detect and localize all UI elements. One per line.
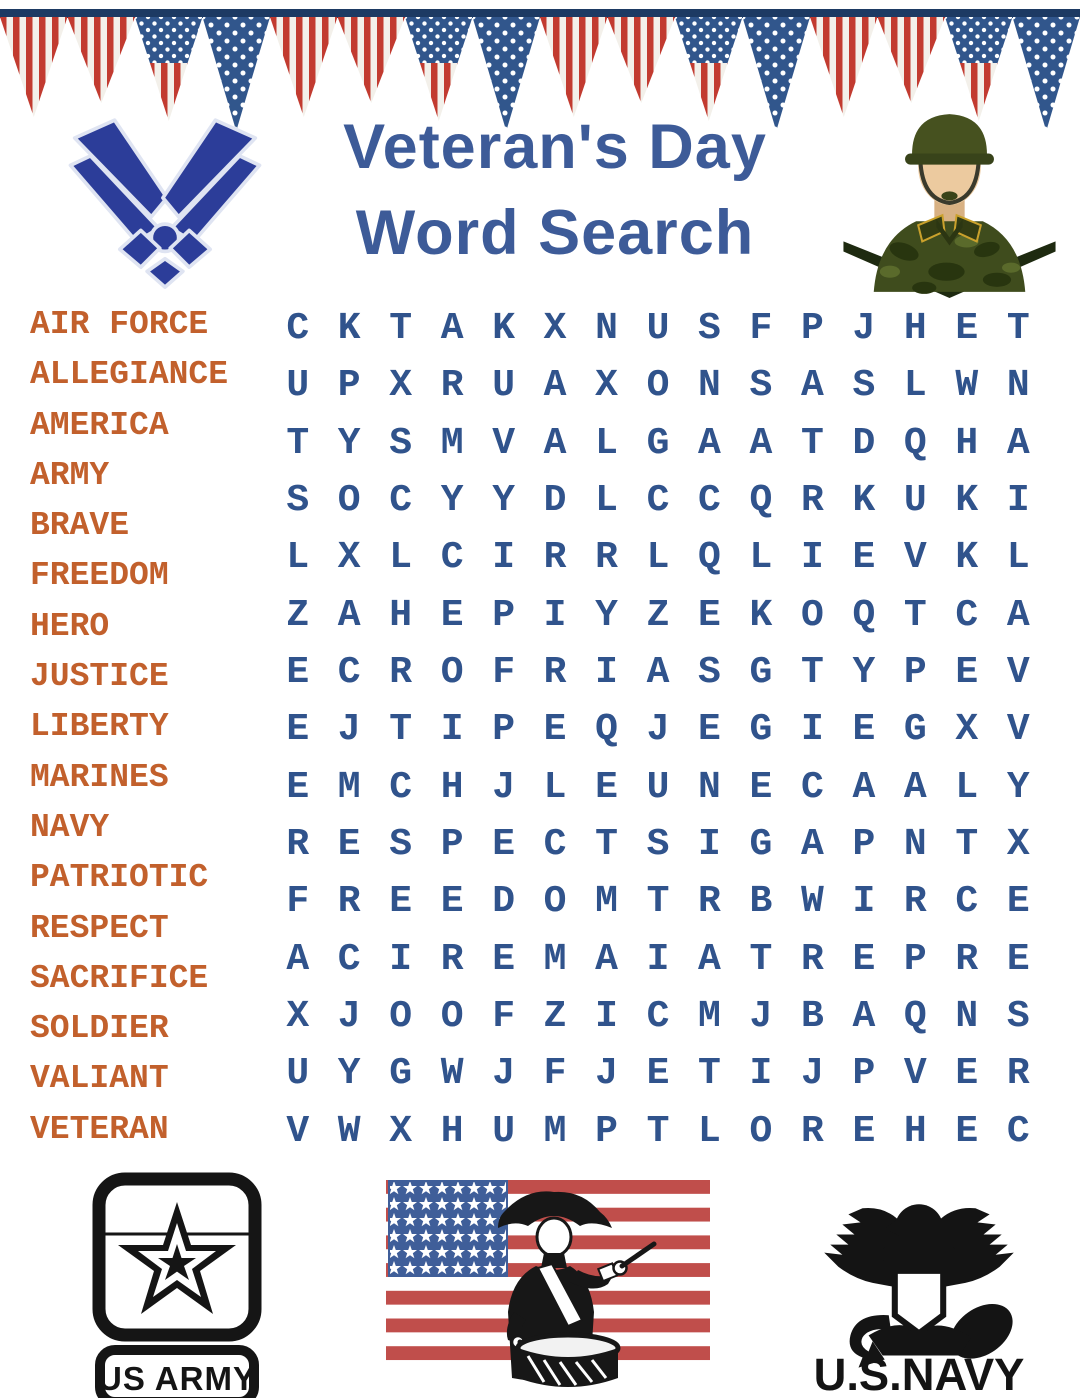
word-list: [30, 300, 280, 1155]
grid-cell: A: [749, 421, 773, 465]
grid-cell: J: [337, 708, 361, 752]
grid-cell: I: [595, 651, 618, 695]
grid-cell: C: [646, 995, 670, 1039]
grid-cell: F: [492, 651, 515, 695]
grid-cell: E: [852, 1109, 876, 1153]
pennant-stripe-flag: [270, 17, 338, 117]
grid-cell: A: [852, 765, 876, 809]
grid-cell: L: [903, 364, 927, 408]
grid-cell: J: [749, 995, 773, 1039]
grid-cell: O: [389, 995, 413, 1039]
grid-cell: H: [440, 1109, 464, 1153]
grid-cell: Y: [1006, 765, 1030, 809]
grid-cell: A: [1006, 421, 1030, 465]
grid-cell: S: [389, 421, 413, 465]
grid-cell: X: [955, 708, 979, 752]
title-line-2: Word Search: [355, 198, 755, 268]
grid-cell: K: [955, 536, 979, 580]
grid-cell: C: [698, 479, 721, 523]
grid-cell: N: [698, 364, 721, 408]
grid-cell: T: [749, 937, 773, 981]
grid-cell: F: [492, 995, 515, 1039]
pennant-stripe-flag: [878, 17, 946, 103]
grid-cell: Z: [543, 995, 567, 1039]
grid-cell: I: [543, 593, 567, 637]
grid-cell: E: [543, 708, 567, 752]
grid-cell: N: [955, 995, 979, 1039]
grid-cell: I: [698, 823, 721, 867]
grid-cell: Q: [749, 479, 773, 523]
soldier-icon: [842, 100, 1057, 302]
word-list-item: SOLDIER: [30, 1010, 169, 1048]
grid-cell: S: [852, 364, 876, 408]
pennant-stripe-flag: [0, 17, 68, 117]
grid-cell: R: [543, 536, 567, 580]
word-list-item: HERO: [30, 607, 110, 645]
grid-cell: P: [903, 651, 927, 695]
grid-cell: E: [286, 765, 310, 809]
grid-cell: A: [852, 995, 876, 1039]
grid-cell: A: [543, 364, 567, 408]
grid-cell: E: [492, 823, 515, 867]
grid-cell: I: [389, 937, 413, 981]
grid-cell: Z: [646, 593, 670, 637]
grid-cell: T: [955, 823, 979, 867]
letter-grid: [272, 300, 1044, 1160]
grid-cell: A: [698, 937, 721, 981]
grid-cell: F: [286, 880, 310, 924]
grid-cell: O: [440, 995, 464, 1039]
grid-cell: J: [492, 765, 515, 809]
grid-cell: U: [286, 1052, 310, 1096]
soldier-avatar: [842, 100, 1057, 302]
grid-cell: H: [389, 593, 413, 637]
grid-cell: C: [955, 880, 979, 924]
word-list-item: LIBERTY: [30, 708, 169, 746]
grid-cell: Q: [852, 593, 876, 637]
grid-cell: S: [749, 364, 773, 408]
grid-cell: X: [595, 364, 618, 408]
us-army-logo: [92, 1172, 262, 1398]
grid-cell: A: [646, 651, 670, 695]
grid-cell: R: [1006, 1052, 1030, 1096]
page-title: [265, 104, 845, 276]
grid-cell: W: [800, 880, 824, 924]
grid-cell: E: [955, 307, 979, 351]
grid-cell: C: [955, 593, 979, 637]
grid-cell: M: [337, 765, 361, 809]
grid-cell: T: [903, 593, 927, 637]
grid-cell: V: [903, 536, 927, 580]
word-list-item: ARMY: [30, 456, 110, 494]
grid-cell: E: [286, 651, 310, 695]
grid-cell: C: [337, 651, 361, 695]
navy-eagle-icon: [798, 1184, 1040, 1398]
grid-cell: L: [646, 536, 670, 580]
grid-cell: M: [543, 1109, 567, 1153]
word-list-item: SACRIFICE: [30, 959, 209, 997]
grid-cell: U: [903, 479, 927, 523]
grid-cell: A: [595, 937, 618, 981]
grid-cell: Y: [440, 479, 464, 523]
grid-cell: L: [389, 536, 413, 580]
grid-cell: Q: [903, 995, 927, 1039]
grid-cell: E: [698, 593, 721, 637]
grid-cell: A: [440, 307, 464, 351]
grid-cell: W: [337, 1109, 361, 1153]
grid-cell: J: [492, 1052, 515, 1096]
grid-cell: Z: [286, 593, 310, 637]
grid-cell: V: [1006, 708, 1030, 752]
grid-cell: Q: [903, 421, 927, 465]
grid-cell: I: [800, 708, 824, 752]
grid-cell: R: [955, 937, 979, 981]
grid-cell: Y: [852, 651, 876, 695]
grid-cell: P: [903, 937, 927, 981]
grid-cell: T: [389, 708, 413, 752]
grid-cell: E: [1006, 880, 1030, 924]
grid-cell: R: [440, 937, 464, 981]
grid-cell: O: [440, 651, 464, 695]
grid-cell: R: [698, 880, 721, 924]
grid-cell: J: [595, 1052, 618, 1096]
word-list-item: PATRIOTIC: [30, 859, 209, 897]
grid-cell: E: [852, 708, 876, 752]
grid-cell: E: [852, 937, 876, 981]
grid-cell: Y: [492, 479, 515, 523]
grid-cell: U: [646, 307, 670, 351]
grid-cell: A: [800, 364, 824, 408]
grid-cell: U: [286, 364, 310, 408]
grid-cell: I: [595, 995, 618, 1039]
grid-cell: R: [800, 1109, 824, 1153]
grid-cell: H: [903, 307, 927, 351]
grid-cell: X: [337, 536, 361, 580]
word-list-item: BRAVE: [30, 507, 130, 545]
grid-cell: P: [492, 708, 515, 752]
grid-cell: S: [1006, 995, 1030, 1039]
grid-cell: E: [646, 1052, 670, 1096]
grid-cell: C: [337, 937, 361, 981]
grid-cell: F: [749, 307, 773, 351]
grid-cell: R: [903, 880, 927, 924]
grid-cell: E: [1006, 937, 1030, 981]
grid-cell: V: [1006, 651, 1030, 695]
grid-cell: A: [1006, 593, 1030, 637]
air-force-logo: [60, 110, 270, 292]
grid-cell: L: [955, 765, 979, 809]
grid-cell: E: [440, 880, 464, 924]
word-list-item: VETERAN: [30, 1110, 169, 1148]
word-list-item: MARINES: [30, 758, 169, 796]
word-list-item: JUSTICE: [30, 658, 169, 696]
grid-cell: P: [492, 593, 515, 637]
grid-cell: N: [903, 823, 927, 867]
grid-cell: J: [646, 708, 670, 752]
grid-cell: T: [646, 880, 670, 924]
grid-cell: R: [337, 880, 361, 924]
grid-cell: A: [903, 765, 927, 809]
grid-cell: H: [903, 1109, 927, 1153]
grid-cell: M: [543, 937, 567, 981]
grid-cell: C: [646, 479, 670, 523]
grid-cell: K: [492, 307, 515, 351]
grid-cell: L: [749, 536, 773, 580]
grid-cell: C: [440, 536, 464, 580]
grid-cell: L: [595, 421, 618, 465]
grid-cell: D: [543, 479, 567, 523]
army-label: US ARMY: [98, 1360, 256, 1397]
grid-cell: G: [903, 708, 927, 752]
grid-cell: T: [1006, 307, 1030, 351]
grid-cell: N: [1006, 364, 1030, 408]
word-list-item: AIR FORCE: [30, 306, 209, 343]
grid-cell: P: [852, 1052, 876, 1096]
grid-cell: R: [595, 536, 618, 580]
air-force-wings-icon: [60, 110, 270, 292]
grid-cell: X: [389, 364, 413, 408]
grid-cell: I: [440, 708, 464, 752]
grid-cell: C: [800, 765, 824, 809]
grid-cell: R: [800, 479, 824, 523]
pennant-stripe-flag: [540, 17, 608, 117]
grid-cell: Q: [595, 708, 618, 752]
grid-cell: E: [492, 937, 515, 981]
grid-cell: X: [389, 1109, 413, 1153]
word-list-item: RESPECT: [30, 909, 169, 947]
grid-cell: R: [800, 937, 824, 981]
pennant-stripe-flag: [338, 17, 406, 103]
word-list-item: VALIANT: [30, 1060, 169, 1098]
grid-cell: F: [543, 1052, 567, 1096]
grid-cell: V: [903, 1052, 927, 1096]
grid-cell: E: [286, 708, 310, 752]
grid-cell: J: [852, 307, 876, 351]
flag-drummer-illustration: [386, 1180, 710, 1398]
grid-cell: E: [955, 1052, 979, 1096]
grid-cell: C: [286, 307, 310, 351]
word-list-item: ALLEGIANCE: [30, 356, 229, 394]
army-star-icon: [92, 1172, 262, 1398]
word-list-item: AMERICA: [30, 406, 169, 444]
grid-cell: U: [646, 765, 670, 809]
grid-cell: I: [800, 536, 824, 580]
grid-cell: M: [440, 421, 464, 465]
grid-cell: Q: [698, 536, 721, 580]
grid-cell: L: [286, 536, 310, 580]
grid-cell: R: [543, 651, 567, 695]
word-list-item: NAVY: [30, 808, 110, 846]
grid-cell: O: [337, 479, 361, 523]
grid-cell: A: [698, 421, 721, 465]
grid-cell: J: [337, 995, 361, 1039]
grid-cell: X: [1006, 823, 1030, 867]
grid-cell: B: [800, 995, 824, 1039]
grid-cell: P: [595, 1109, 618, 1153]
grid-cell: T: [646, 1109, 670, 1153]
grid-cell: S: [698, 651, 721, 695]
grid-cell: B: [749, 880, 773, 924]
grid-cell: P: [337, 364, 361, 408]
grid-cell: G: [749, 708, 773, 752]
grid-cell: W: [440, 1052, 464, 1096]
grid-cell: S: [698, 307, 721, 351]
grid-cell: X: [286, 995, 310, 1039]
grid-cell: H: [955, 421, 979, 465]
pennant-stripe-flag: [608, 17, 676, 103]
grid-cell: N: [698, 765, 721, 809]
grid-cell: V: [286, 1109, 310, 1153]
grid-cell: G: [749, 823, 773, 867]
grid-cell: E: [389, 880, 413, 924]
grid-cell: T: [698, 1052, 721, 1096]
grid-cell: E: [440, 593, 464, 637]
grid-cell: M: [595, 880, 618, 924]
grid-cell: P: [800, 307, 824, 351]
us-navy-logo: [798, 1184, 1040, 1398]
grid-cell: L: [1006, 536, 1030, 580]
grid-cell: E: [852, 536, 876, 580]
grid-cell: I: [749, 1052, 773, 1096]
grid-cell: T: [389, 307, 413, 351]
grid-cell: T: [800, 651, 824, 695]
grid-cell: K: [337, 307, 361, 351]
grid-cell: A: [337, 593, 361, 637]
grid-cell: R: [389, 651, 413, 695]
grid-cell: E: [595, 765, 618, 809]
grid-cell: E: [955, 651, 979, 695]
grid-cell: R: [286, 823, 310, 867]
navy-label: U.S.NAVY: [813, 1348, 1025, 1398]
grid-cell: E: [749, 765, 773, 809]
grid-cell: C: [543, 823, 567, 867]
grid-cell: K: [749, 593, 773, 637]
grid-cell: L: [543, 765, 567, 809]
grid-cell: O: [543, 880, 567, 924]
grid-cell: T: [800, 421, 824, 465]
grid-cell: I: [646, 937, 670, 981]
grid-cell: E: [337, 823, 361, 867]
grid-cell: P: [440, 823, 464, 867]
grid-cell: G: [749, 651, 773, 695]
grid-cell: H: [440, 765, 464, 809]
grid-cell: D: [492, 880, 515, 924]
grid-cell: I: [852, 880, 876, 924]
grid-cell: S: [389, 823, 413, 867]
grid-cell: X: [543, 307, 567, 351]
grid-cell: I: [1006, 479, 1030, 523]
grid-cell: O: [749, 1109, 773, 1153]
grid-cell: C: [1006, 1109, 1030, 1153]
grid-cell: Y: [337, 1052, 361, 1096]
grid-cell: S: [646, 823, 670, 867]
pennant-stripe-flag: [68, 17, 136, 103]
grid-cell: U: [492, 364, 515, 408]
grid-cell: T: [595, 823, 618, 867]
grid-cell: E: [955, 1109, 979, 1153]
grid-cell: C: [389, 765, 413, 809]
grid-cell: Y: [337, 421, 361, 465]
grid-cell: P: [852, 823, 876, 867]
grid-cell: O: [800, 593, 824, 637]
grid-cell: O: [646, 364, 670, 408]
grid-cell: A: [800, 823, 824, 867]
title-line-1: Veteran's Day: [343, 112, 767, 182]
grid-cell: L: [595, 479, 618, 523]
grid-cell: G: [389, 1052, 413, 1096]
grid-cell: Y: [595, 593, 618, 637]
grid-cell: K: [955, 479, 979, 523]
grid-cell: N: [595, 307, 618, 351]
flag-drummer-icon: [386, 1180, 710, 1398]
grid-cell: M: [698, 995, 721, 1039]
grid-cell: L: [698, 1109, 721, 1153]
grid-cell: T: [286, 421, 310, 465]
grid-cell: S: [286, 479, 310, 523]
grid-cell: D: [852, 421, 876, 465]
grid-cell: A: [286, 937, 310, 981]
pennant-combo-flag: [135, 17, 203, 121]
grid-cell: V: [492, 421, 515, 465]
grid-cell: W: [955, 364, 979, 408]
grid-cell: R: [440, 364, 464, 408]
grid-cell: J: [800, 1052, 824, 1096]
grid-cell: C: [389, 479, 413, 523]
grid-cell: I: [492, 536, 515, 580]
word-list-item: FREEDOM: [30, 557, 169, 595]
grid-cell: A: [543, 421, 567, 465]
grid-cell: G: [646, 421, 670, 465]
grid-cell: K: [852, 479, 876, 523]
grid-cell: U: [492, 1109, 515, 1153]
grid-cell: E: [698, 708, 721, 752]
